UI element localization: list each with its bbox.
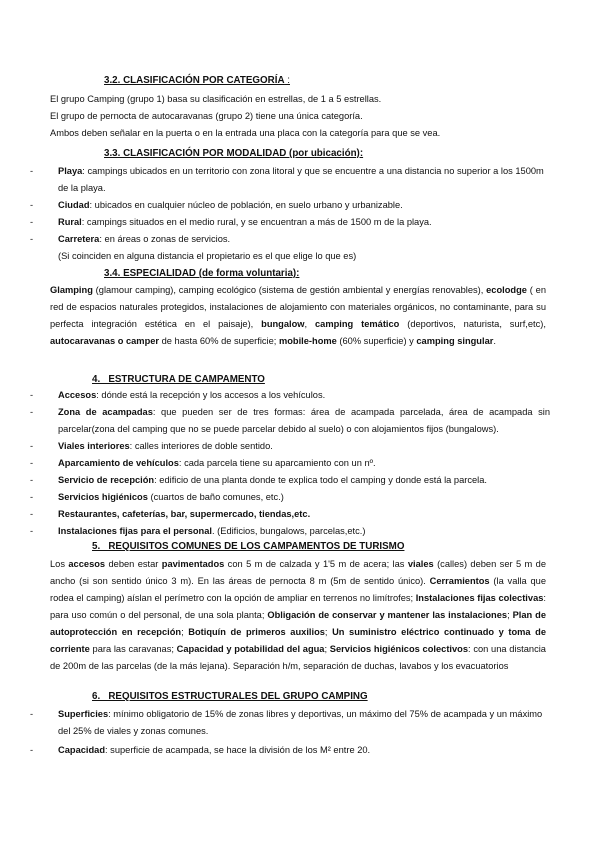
term: Plan de autoprotección en recepción <box>50 610 546 637</box>
heading-3-2 <box>104 72 290 89</box>
list-text: : mínimo obligatorio de 15% de zonas libres y deportivas, un máximo del 75% de acampada y un máximo del 25% de viales y zonas comunes. <box>58 709 543 736</box>
list-item <box>30 438 550 455</box>
list-term: Rural <box>58 217 82 227</box>
text-run: (60% superficie) y <box>336 336 417 346</box>
list-term: Accesos <box>58 390 97 400</box>
list-dash: - <box>30 509 34 519</box>
term: mobile-home <box>278 336 337 346</box>
list-term: Playa <box>58 166 83 176</box>
list-text: : campings situados en el medio rural, y se encuentran a más de 1500 m de la playa. <box>81 217 432 227</box>
paragraph <box>50 556 546 675</box>
list-item <box>30 387 550 404</box>
list-text: . (Edificios, bungalows, parcelas,etc.) <box>211 526 366 536</box>
list-dash: - <box>30 234 34 244</box>
text-run: (deportivos, naturista, surf,etc), <box>399 319 546 329</box>
list-term: Viales interiores <box>58 441 130 451</box>
term: Botiquín de primeros auxilios <box>188 627 325 637</box>
paragraph-line: El grupo de pernocta de autocaravanas (grupo 2) tiene una única categoría. <box>50 111 363 121</box>
heading-5 <box>92 538 404 555</box>
term: Instalaciones fijas colectivas <box>415 593 544 603</box>
list-text: : edificio de una planta donde te explica todo el camping y donde está la parcela. <box>154 475 487 485</box>
list-text: : cada parcela tiene su aparcamiento con un nº. <box>178 458 376 468</box>
list-dash: - <box>30 475 34 485</box>
heading-3-2-suffix: : <box>284 75 290 86</box>
list-text: : en áreas o zonas de servicios. <box>99 234 231 244</box>
text-run: Los <box>50 559 69 569</box>
section-3-3-list <box>30 163 550 265</box>
term: Servicios higiénicos colectivos <box>329 644 469 654</box>
list-dash: - <box>30 492 34 502</box>
text-run: para las caravanas; <box>89 644 177 654</box>
list-text: : que pueden ser de tres formas: área de acampada parcelada, área de acampada sin parcelar(zona del camping que no se puede parcelar debido al suelo) o con alojamientos fijos (bungalows). <box>58 407 551 434</box>
term: Glamping <box>50 285 93 295</box>
text-run: , <box>304 319 315 329</box>
list-item <box>30 742 550 759</box>
list-item <box>30 404 550 438</box>
term: autocaravanas o camper <box>50 336 160 346</box>
heading-5-text: 5. REQUISITOS COMUNES DE LOS CAMPAMENTOS DE TURISMO <box>92 541 405 552</box>
text-run: ; <box>324 627 333 637</box>
section-5-body <box>50 556 546 675</box>
text-run: deben estar <box>105 559 162 569</box>
section-3-2-body <box>50 91 550 142</box>
list-item <box>30 197 550 214</box>
list-term: Superficies <box>58 709 109 719</box>
list-text: : superficie de acampada, se hace la división de los M² entre 20. <box>105 745 371 755</box>
list-dash: - <box>30 166 34 176</box>
list-item <box>30 706 550 740</box>
heading-6 <box>92 688 368 705</box>
text-run: ( en red de espacios naturales protegidos, instalaciones de alojamiento con materiales orgánicos, no contaminante, para su perfecta integración estética en el paisaje), <box>50 285 546 329</box>
list-term: Capacidad <box>58 745 106 755</box>
section-6-list <box>30 706 550 759</box>
list-term: Aparcamiento de vehículos <box>58 458 179 468</box>
list-dash: - <box>30 390 34 400</box>
list-term: Instalaciones fijas para el personal <box>58 526 212 536</box>
text-run: : con una distancia de 200m de las parcelas (de la más lejana). Separación h/m, separación de duchas, lavabos y los evacuatorios <box>50 644 546 671</box>
paragraph <box>50 282 546 350</box>
text-run: ; <box>507 610 513 620</box>
heading-3-3-text: 3.3. CLASIFICACIÓN POR MODALIDAD (por ubicación): <box>104 148 364 159</box>
term: accesos <box>68 559 106 569</box>
list-dash: - <box>30 745 34 755</box>
list-text: : ubicados en cualquier núcleo de población, en suelo urbano y urbanizable. <box>89 200 403 210</box>
list-dash: - <box>30 526 34 536</box>
list-note: (Si coinciden en alguna distancia el propietario es el que elige lo que es) <box>58 251 357 261</box>
list-dash: - <box>30 200 34 210</box>
term: Cerramientos <box>429 576 490 586</box>
list-term: Servicios higiénicos <box>58 492 148 502</box>
term: Obligación de conservar y mantener las instalaciones <box>267 610 508 620</box>
list-dash: - <box>30 407 34 417</box>
heading-4-text: 4. ESTRUCTURA DE CAMPAMENTO <box>92 374 265 385</box>
list-term: Ciudad <box>58 200 90 210</box>
text-run: con 5 m de calzada y 1'5 m de acera; las <box>224 559 408 569</box>
list-item <box>30 489 550 506</box>
heading-6-text: 6. REQUISITOS ESTRUCTURALES DEL GRUPO CAMPING <box>92 691 368 702</box>
term: camping temático <box>315 319 400 329</box>
list-term: Zona de acampadas <box>58 407 153 417</box>
list-dash: - <box>30 709 34 719</box>
list-dash: - <box>30 441 34 451</box>
list-item <box>30 472 550 489</box>
term: viales <box>407 559 434 569</box>
section-3-4-body <box>50 282 546 350</box>
text-run: ; <box>324 644 330 654</box>
heading-3-3 <box>104 145 363 162</box>
list-text: (cuartos de baño comunes, etc.) <box>147 492 284 502</box>
list-term: Carretera <box>58 234 100 244</box>
text-run: de hasta 60% de superficie; <box>159 336 279 346</box>
heading-4 <box>92 371 265 388</box>
term: camping singular <box>416 336 494 346</box>
list-dash: - <box>30 217 34 227</box>
heading-3-4-text: 3.4. ESPECIALIDAD (de forma voluntaria): <box>104 268 300 279</box>
list-text: : campings ubicados en un territorio con zona litoral y que se encuentre a una distancia no superior a los 1500m de la playa. <box>58 166 544 193</box>
list-text: : calles interiores de doble sentido. <box>129 441 273 451</box>
list-item <box>30 214 550 231</box>
list-term: Restaurantes, cafeterías, bar, supermercado, tiendas,etc. <box>58 509 311 519</box>
term: ecolodge <box>486 285 527 295</box>
heading-3-4 <box>104 265 299 282</box>
paragraph-line: El grupo Camping (grupo 1) basa su clasificación en estrellas, de 1 a 5 estrellas. <box>50 94 382 104</box>
list-item <box>30 455 550 472</box>
list-item <box>30 231 550 265</box>
list-item <box>30 163 550 197</box>
text-run: (calles) deben ser 5 m de ancho (si son sentido único 3 m). En las áreas de pernocta 8 m (5m de sentido único). <box>50 559 547 586</box>
text-run: (glamour camping), camping ecológico (sistema de gestión ambiental y energías renovables), <box>92 285 487 295</box>
paragraph-line: Ambos deben señalar en la puerta o en la entrada una placa con la categoría para que se vea. <box>50 128 441 138</box>
text-run: . <box>493 336 496 346</box>
text-run: ; <box>181 627 189 637</box>
term: Un suministro eléctrico continuado y toma de corriente <box>50 627 547 654</box>
term: pavimentados <box>161 559 225 569</box>
list-item <box>30 506 550 523</box>
list-text: : dónde está la recepción y los accesos a los vehículos. <box>96 390 326 400</box>
term: bungalow <box>261 319 305 329</box>
list-term: Servicio de recepción <box>58 475 155 485</box>
list-dash: - <box>30 458 34 468</box>
section-4-list <box>30 387 550 540</box>
heading-3-2-text: 3.2. CLASIFICACIÓN POR CATEGORÍA <box>104 75 285 86</box>
text-run: : para uso común o del personal, de una sola planta; <box>50 593 546 620</box>
text-run: (la valla que rodea el camping) aíslan el perímetro con la opción de ampliar en terrenos no limítrofes; <box>50 576 546 603</box>
term: Capacidad y potabilidad del agua <box>176 644 325 654</box>
